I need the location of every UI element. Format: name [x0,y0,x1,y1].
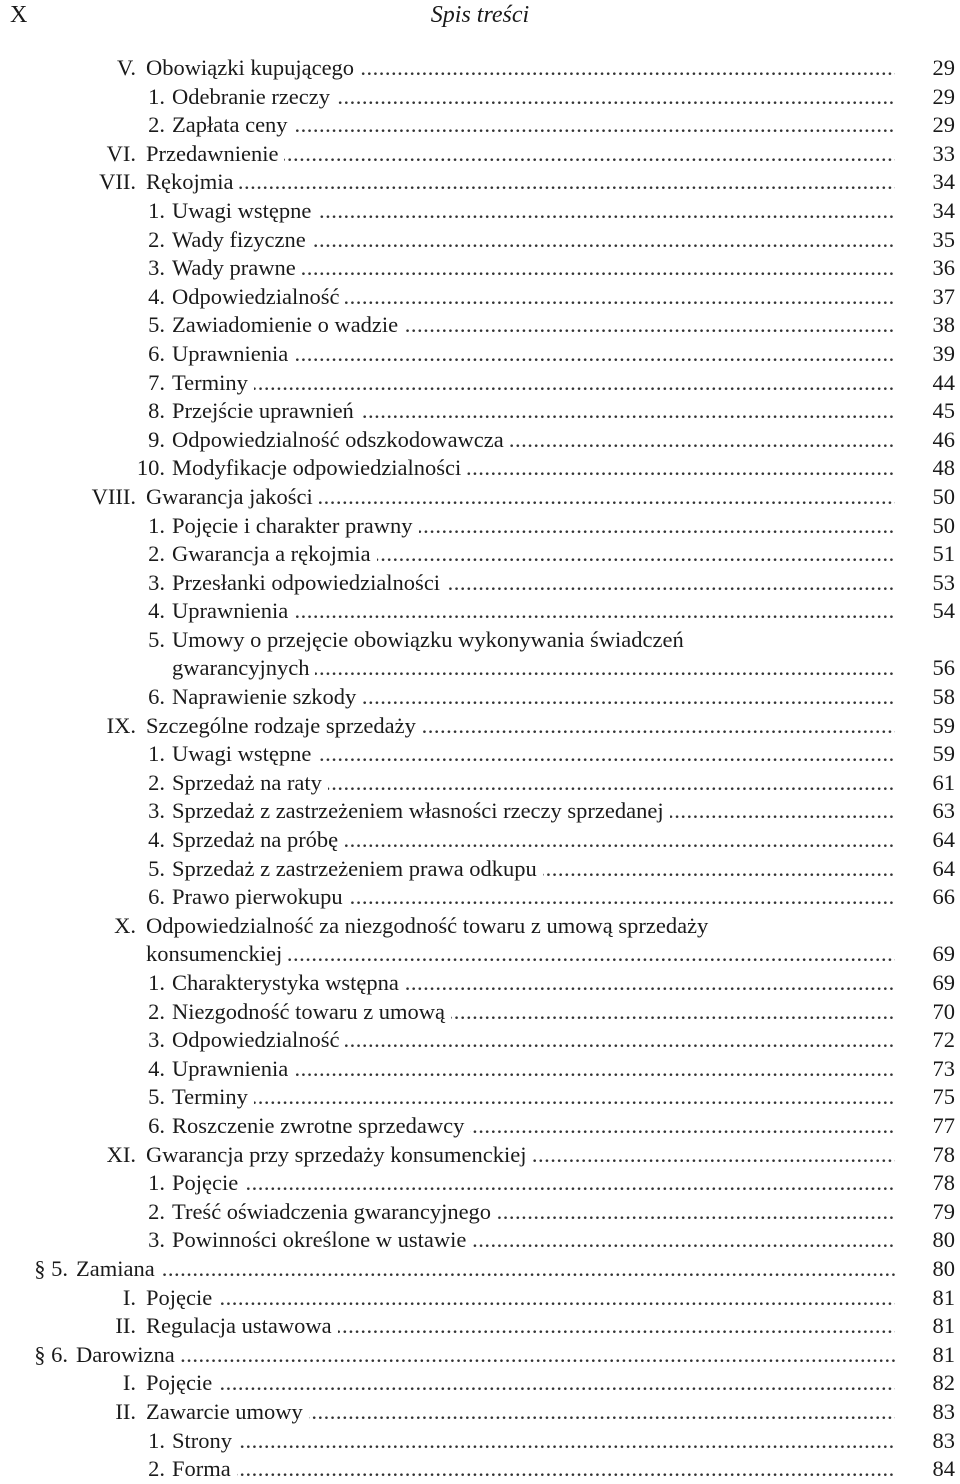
entry-number: 2. [148,1456,165,1482]
entry-title: Pojęcie [172,1170,244,1195]
entry-page-number: 51 [932,541,955,567]
entry-page-number: 36 [932,255,955,281]
toc-entry[interactable] [0,168,960,197]
entry-leader [172,569,895,598]
entry-title: Roszczenie zwrotne sprzedawcy [172,1113,470,1138]
entry-page-number: 82 [932,1370,955,1396]
toc-entry[interactable] [0,54,960,83]
entry-leader [172,397,895,426]
entry-leader [146,140,895,169]
entry-title: Treść oświadczenia gwarancyjnego [172,1199,497,1224]
toc-entry[interactable] [0,83,960,112]
entry-title: Odebranie rzeczy [172,84,336,109]
entry-title: Obowiązki kupującego [146,55,360,80]
entry-number: 4. [148,827,165,853]
entry-number: XI. [106,1141,136,1167]
toc-entry[interactable] [0,426,960,455]
entry-leader [172,769,895,798]
entry-title: Wady fizyczne [172,227,312,252]
entry-title: Przejście uprawnień [172,398,360,423]
entry-page-number: 61 [932,769,955,795]
entry-page-number: 78 [932,1170,955,1196]
entry-leader [172,826,895,855]
toc-entry[interactable] [0,712,960,741]
entry-leader [172,454,895,483]
toc-entry[interactable] [0,1083,960,1112]
entry-leader [172,283,895,312]
entry-number: I. [122,1284,136,1310]
entry-number: 1. [148,83,165,109]
entry-page-number: 48 [932,455,955,481]
entry-title: Prawo pierwokupu [172,884,349,909]
table-of-contents [0,54,960,1484]
toc-entry[interactable] [0,1112,960,1141]
entry-number: 8. [148,398,165,424]
entry-leader [172,969,895,998]
entry-leader [172,311,895,340]
toc-entry[interactable] [0,540,960,569]
toc-entry[interactable] [0,998,960,1027]
entry-title: Modyfikacje odpowiedzialności [172,455,467,480]
entry-page-number: 29 [932,83,955,109]
entry-page-number: 59 [932,741,955,767]
entry-title: Wady prawne [172,255,302,280]
entry-page-number: 81 [932,1313,955,1339]
toc-entry[interactable] [0,1312,960,1341]
entry-page-number: 44 [932,369,955,395]
entry-title: Zapłata ceny [172,112,294,137]
entry-page-number: 29 [932,112,955,138]
entry-leader [146,1398,895,1427]
entry-title: Gwarancja przy sprzedaży konsumenckiej [146,1142,532,1167]
toc-entry[interactable] [0,1427,960,1456]
entry-leader [172,1083,895,1112]
entry-page-number: 80 [932,1227,955,1253]
entry-title: Zamiana [76,1256,161,1281]
entry-leader [172,226,895,255]
toc-entry[interactable] [0,1141,960,1170]
entry-title: Odpowiedzialność za niezgodność towaru z umową sprzedaży [146,912,709,938]
entry-number: 2. [148,998,165,1024]
entry-title: Szczególne rodzaje sprzedaży [146,713,422,738]
entry-number: 3. [148,569,165,595]
entry-leader [172,83,895,112]
entry-leader [76,1341,895,1370]
toc-entry[interactable] [0,1226,960,1255]
entry-page-number: 50 [932,512,955,538]
entry-page-number: 46 [932,426,955,452]
entry-number: VII. [99,169,136,195]
entry-number: 1. [148,1170,165,1196]
entry-leader [172,369,895,398]
entry-leader [172,683,895,712]
entry-leader [172,597,895,626]
toc-entry[interactable] [0,1398,960,1427]
toc-entry[interactable] [0,769,960,798]
entry-title: Uwagi wstępne [172,741,317,766]
toc-entry[interactable] [0,397,960,426]
entry-number: IX. [106,712,136,738]
entry-title: Strony [172,1428,238,1453]
entry-number: § 6. [34,1341,68,1367]
entry-title: Zawiadomienie o wadzie [172,312,404,337]
entry-leader [172,340,895,369]
entry-page-number: 53 [932,569,955,595]
entry-number: 6. [148,340,165,366]
entry-leader [172,1226,895,1255]
entry-leader [172,1427,895,1456]
entry-number: 5. [148,855,165,881]
toc-entry[interactable] [0,626,960,655]
entry-number: 4. [148,598,165,624]
entry-leader [146,1312,895,1341]
toc-entry[interactable] [0,855,960,884]
entry-leader [172,855,895,884]
entry-number: 1. [148,970,165,995]
entry-page-number: 64 [932,827,955,853]
entry-page-number: 83 [932,1427,955,1453]
entry-page-number: 69 [932,941,955,967]
entry-number: 5. [148,312,165,338]
entry-page-number: 63 [932,798,955,824]
entry-title: Naprawienie szkody [172,684,362,709]
entry-number: VIII. [91,483,136,509]
toc-entry[interactable] [0,1198,960,1227]
toc-entry[interactable] [0,340,960,369]
entry-page-number: 84 [932,1456,955,1482]
toc-entry[interactable] [0,454,960,483]
entry-leader [172,1112,895,1141]
entry-page-number: 72 [932,1027,955,1053]
entry-leader [172,1169,895,1198]
entry-title: Sprzedaż z zastrzeżeniem prawa odkupu [172,856,543,881]
toc-entry[interactable] [0,512,960,541]
entry-page-number: 29 [932,55,955,80]
entry-page-number: 79 [932,1198,955,1224]
entry-leader [146,168,895,197]
entry-page-number: 81 [932,1341,955,1367]
entry-number: 1. [148,512,165,538]
entry-leader [172,654,895,683]
entry-number: 5. [148,626,165,652]
entry-page-number: 58 [932,684,955,710]
entry-page-number: 59 [932,712,955,738]
entry-number: 7. [148,369,165,395]
toc-entry[interactable] [0,311,960,340]
entry-leader [146,1369,895,1398]
entry-number: I. [122,1370,136,1396]
entry-title: Gwarancja jakości [146,484,319,509]
entry-number: 2. [148,112,165,138]
toc-entry[interactable] [0,1369,960,1398]
toc-entry[interactable] [0,569,960,598]
entry-title: Regulacja ustawowa [146,1313,338,1338]
entry-leader [146,712,895,741]
toc-entry[interactable] [0,1169,960,1198]
entry-leader [146,940,895,969]
toc-entry[interactable] [0,1055,960,1084]
entry-title: Odpowiedzialność odszkodowawcza [172,427,510,452]
toc-entry-continuation [0,654,960,683]
entry-leader [146,1141,895,1170]
entry-title: Uprawnienia [172,341,294,366]
entry-title: Forma [172,1456,237,1481]
entry-title: Przedawnienie [146,141,284,166]
entry-title: Powinności określone w ustawie [172,1227,472,1252]
entry-title: Uwagi wstępne [172,198,317,223]
toc-entry[interactable] [0,1284,960,1313]
toc-entry[interactable] [0,254,960,283]
entry-page-number: 45 [932,398,955,424]
entry-title: Pojęcie [146,1285,218,1310]
entry-leader [146,54,895,83]
entry-title-continuation: konsumenckiej [146,941,288,966]
entry-page-number: 70 [932,998,955,1024]
toc-entry[interactable] [0,283,960,312]
entry-title: Sprzedaż z zastrzeżeniem własności rzeczy sprzedanej [172,798,670,823]
entry-number: 5. [148,1084,165,1110]
toc-entry[interactable] [0,826,960,855]
entry-number: II. [115,1398,136,1424]
entry-page-number: 50 [932,483,955,509]
entry-title: Przesłanki odpowiedzialności [172,570,446,595]
toc-entry[interactable] [0,912,960,941]
entry-leader [172,1026,895,1055]
toc-entry[interactable] [0,1026,960,1055]
entry-page-number: 34 [932,169,955,195]
toc-entry[interactable] [0,797,960,826]
entry-number: 6. [148,884,165,910]
toc-entry-continuation [0,940,960,969]
entry-title: Uprawnienia [172,598,294,623]
toc-entry[interactable] [0,969,960,998]
entry-page-number: 83 [932,1398,955,1424]
entry-page-number: 77 [932,1112,955,1138]
toc-entry[interactable] [0,369,960,398]
entry-page-number: 69 [932,970,955,995]
entry-title: Niezgodność towaru z umową [172,999,451,1024]
entry-leader [172,197,895,226]
entry-leader [76,1255,895,1284]
entry-page-number: 54 [932,598,955,624]
entry-number: 4. [148,1055,165,1081]
toc-entry[interactable] [0,226,960,255]
entry-leader [146,483,895,512]
entry-leader [172,426,895,455]
entry-number: 1. [148,741,165,767]
entry-title: Sprzedaż na raty [172,770,328,795]
toc-entry[interactable] [0,483,960,512]
entry-page-number: 66 [932,884,955,910]
entry-page-number: 81 [932,1284,955,1310]
entry-leader [172,1055,895,1084]
entry-leader [172,111,895,140]
entry-number: 3. [148,1027,165,1053]
entry-page-number: 73 [932,1055,955,1081]
toc-entry[interactable] [0,140,960,169]
toc-entry[interactable] [0,1455,960,1484]
entry-leader [172,540,895,569]
toc-entry[interactable] [0,740,960,769]
entry-leader [172,740,895,769]
toc-entry[interactable] [0,1341,960,1370]
entry-number: 2. [148,1198,165,1224]
entry-page-number: 80 [932,1255,955,1281]
entry-page-number: 75 [932,1084,955,1110]
entry-page-number: 56 [932,655,955,681]
header-title: Spis treści [430,2,530,28]
entry-title: Charakterystyka wstępna [172,970,405,995]
entry-number: 3. [148,1227,165,1253]
entry-title: Odpowiedzialność [172,284,345,309]
entry-title-continuation: gwarancyjnych [172,655,315,680]
entry-number: II. [115,1313,136,1339]
entry-number: 2. [148,226,165,252]
entry-number: 10. [136,455,165,481]
entry-number: X. [114,912,136,938]
entry-number: 6. [148,1112,165,1138]
toc-entry[interactable] [0,1255,960,1284]
entry-title: Terminy [172,1084,254,1109]
entry-number: § 5. [34,1255,68,1281]
entry-title: Terminy [172,370,254,395]
entry-page-number: 64 [932,855,955,881]
entry-title: Darowizna [76,1342,181,1367]
entry-number: 6. [148,684,165,710]
toc-entry[interactable] [0,683,960,712]
entry-number: 2. [148,541,165,567]
entry-page-number: 39 [932,340,955,366]
entry-page-number: 35 [932,226,955,252]
entry-leader [146,1284,895,1313]
entry-leader [172,1455,895,1484]
toc-entry[interactable] [0,597,960,626]
entry-page-number: 37 [932,283,955,309]
entry-page-number: 78 [932,1141,955,1167]
toc-entry[interactable] [0,883,960,912]
entry-title: Uprawnienia [172,1056,294,1081]
toc-entry[interactable] [0,197,960,226]
entry-page-number: 33 [932,140,955,166]
entry-title: Rękojmia [146,169,239,194]
entry-title: Pojęcie i charakter prawny [172,513,419,538]
entry-leader [172,998,895,1027]
entry-leader [172,512,895,541]
entry-title: Odpowiedzialność [172,1027,345,1052]
entry-leader [172,883,895,912]
header-page-number: X [10,2,28,28]
entry-title: Pojęcie [146,1370,218,1395]
entry-title: Gwarancja a rękojmia [172,541,377,566]
entry-leader [172,797,895,826]
entry-number: 3. [148,255,165,281]
entry-number: VI. [106,140,136,166]
toc-entry[interactable] [0,111,960,140]
entry-title: Sprzedaż na próbę [172,827,344,852]
entry-number: V. [117,55,136,80]
entry-number: 2. [148,769,165,795]
entry-leader [172,1198,895,1227]
entry-leader [172,254,895,283]
entry-page-number: 38 [932,312,955,338]
entry-number: 1. [148,1427,165,1453]
entry-page-number: 34 [932,197,955,223]
entry-number: 9. [148,426,165,452]
entry-title: Zawarcie umowy [146,1399,309,1424]
entry-title: Umowy o przejęcie obowiązku wykonywania świadczeń [172,626,684,652]
entry-number: 3. [148,798,165,824]
entry-number: 4. [148,283,165,309]
entry-number: 1. [148,197,165,223]
